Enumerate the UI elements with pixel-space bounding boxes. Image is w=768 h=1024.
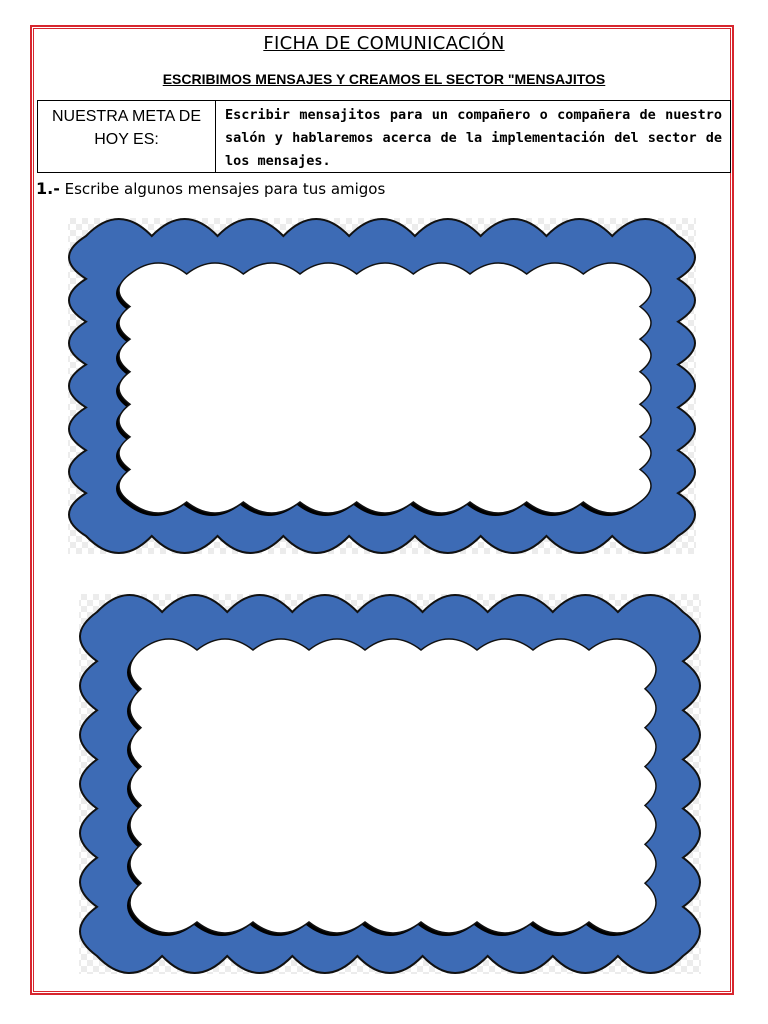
cloud-frame-icon xyxy=(75,588,705,980)
instruction-text: Escribe algunos mensajes para tus amigos xyxy=(59,180,386,198)
goal-table xyxy=(37,100,731,173)
goal-label: NUESTRA META DE HOY ES: xyxy=(38,101,216,172)
instruction-number: 1.- xyxy=(36,179,60,198)
cloud-frame-icon xyxy=(64,212,700,560)
page-subtitle: ESCRIBIMOS MENSAJES Y CREAMOS EL SECTOR "MENSAJITOS xyxy=(162,71,606,87)
instruction xyxy=(36,179,385,198)
page-title: FICHA DE COMUNICACIÓN xyxy=(263,33,505,54)
goal-text: Escribir mensajitos para un compañero o compañera de nuestro salón y hablaremos acerca de la implementación del sector de los mensajes. xyxy=(225,107,722,169)
